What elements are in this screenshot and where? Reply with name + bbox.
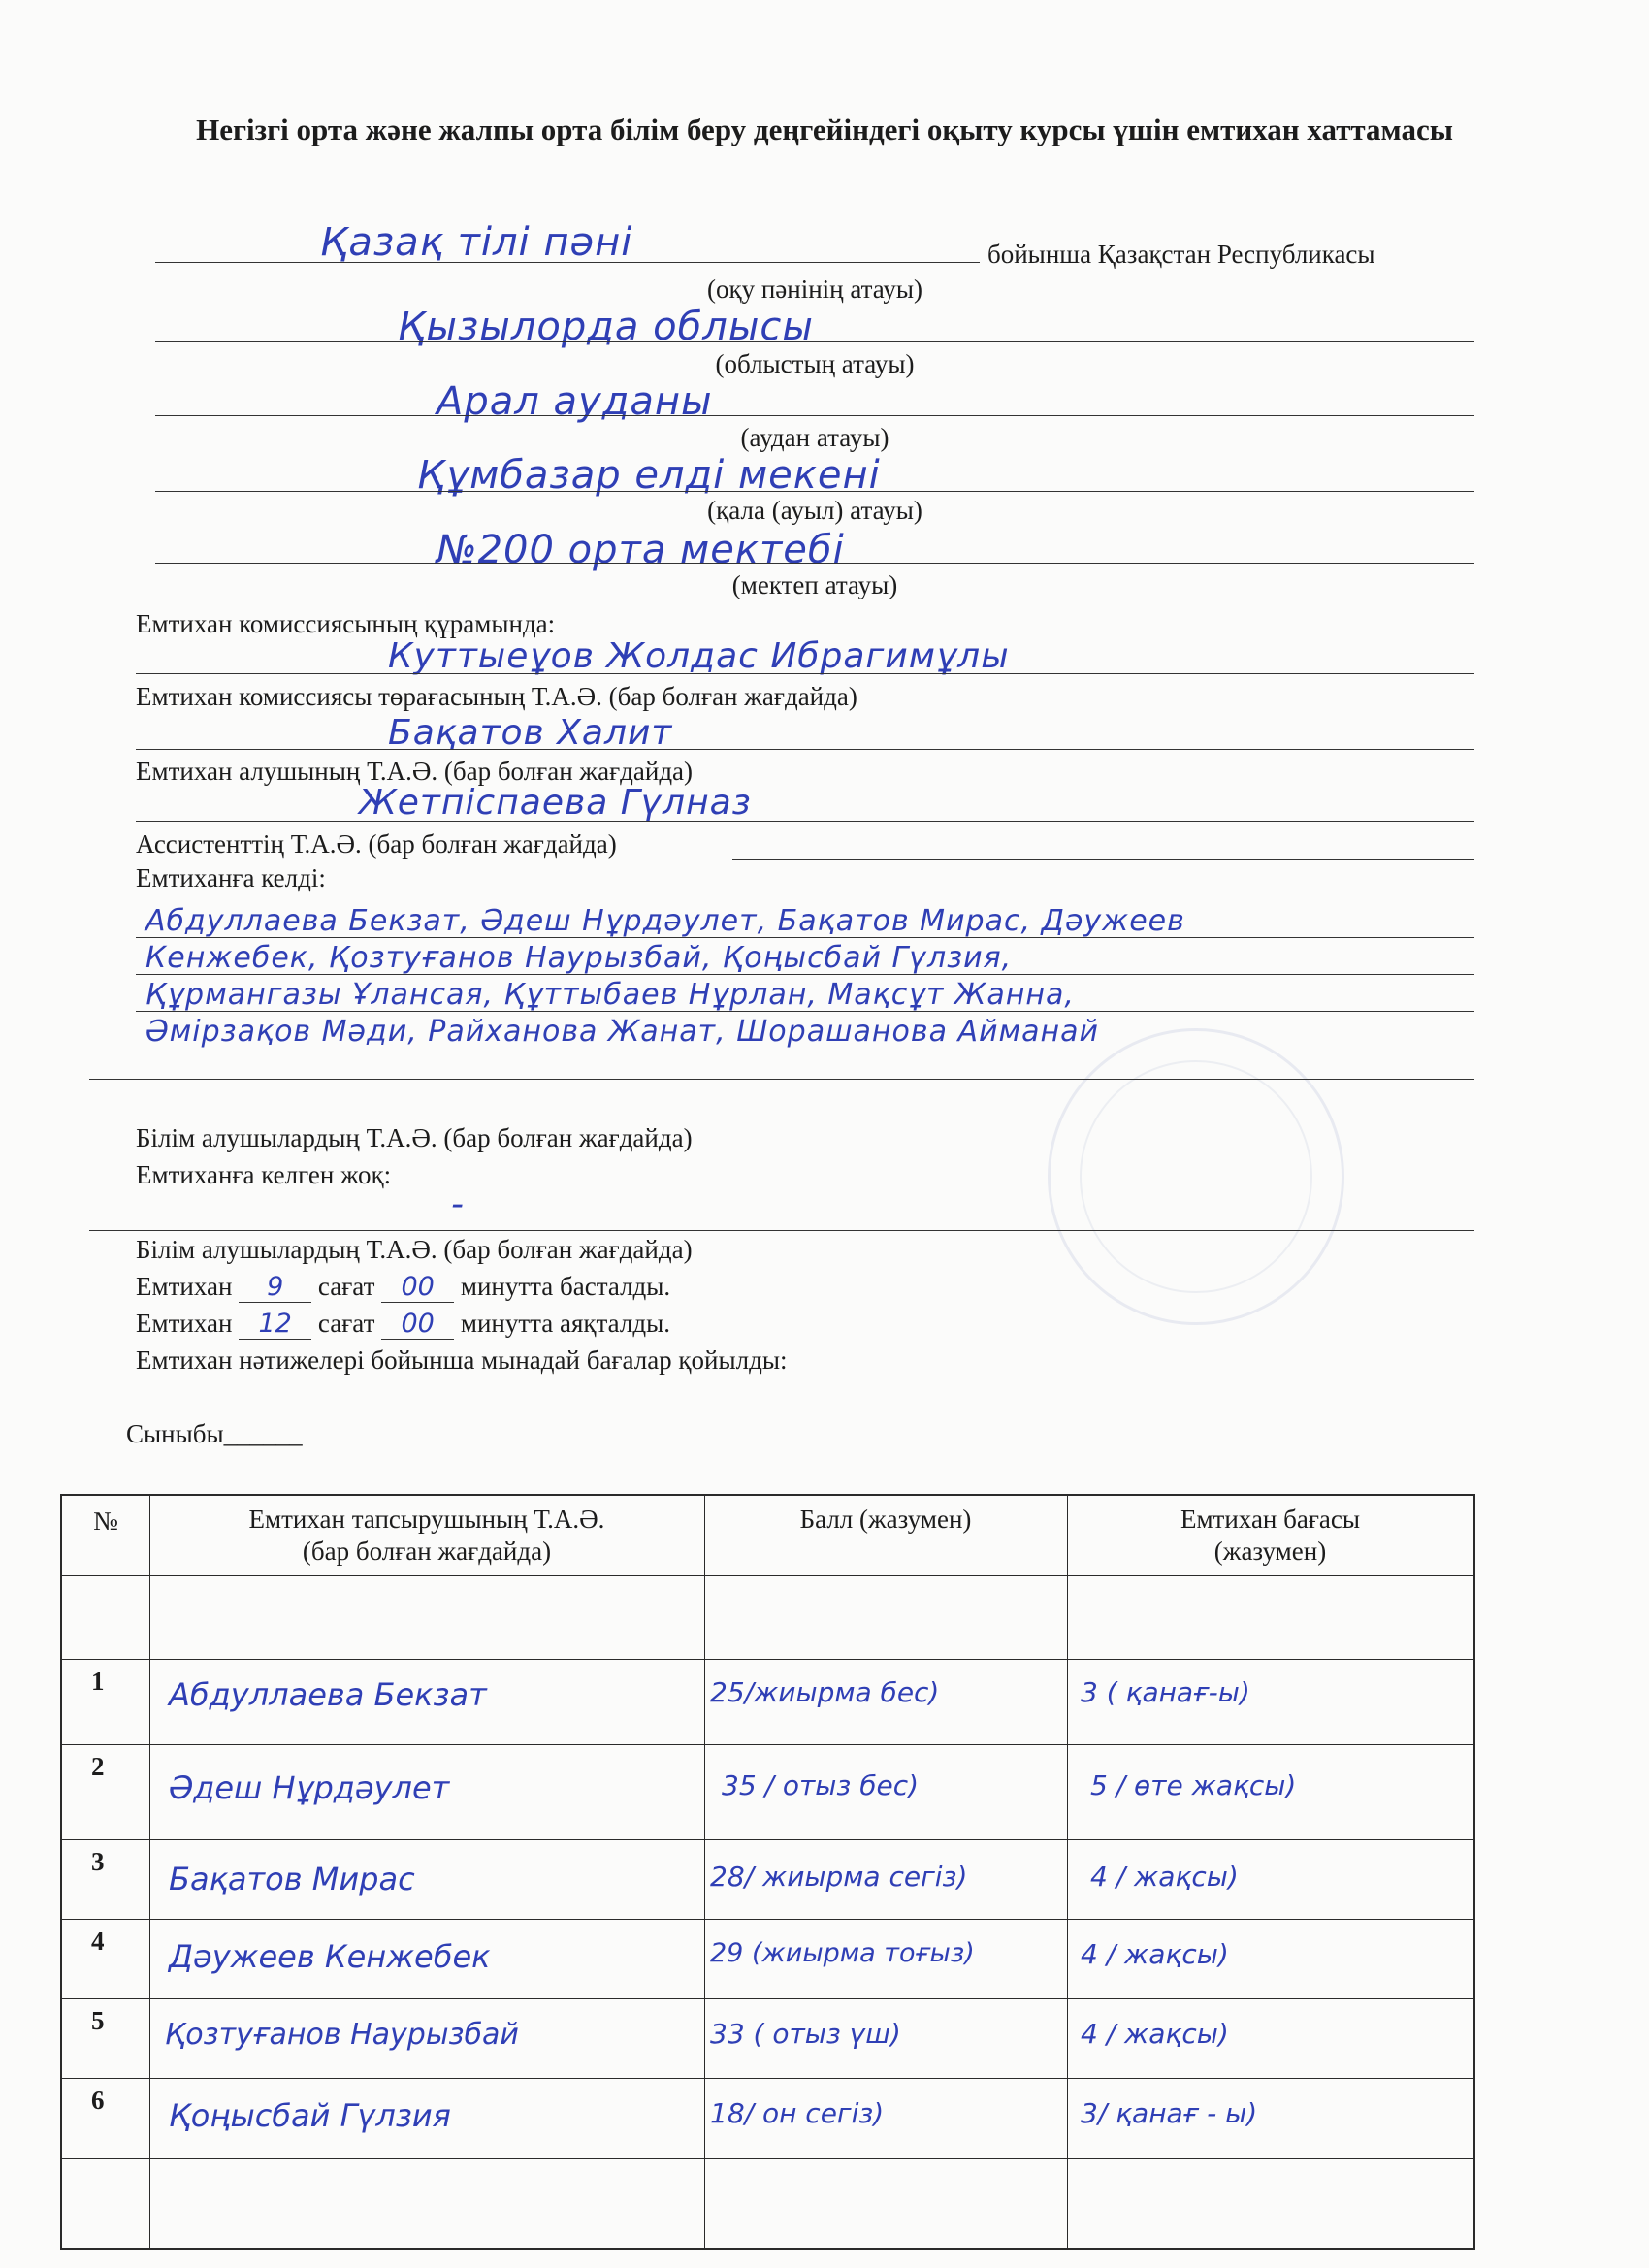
start-suffix: минутта басталды. — [460, 1272, 671, 1301]
chair-handwriting: Бақатов Халит — [388, 713, 673, 753]
header-name-line2: (бар болған жағдайда) — [302, 1537, 552, 1566]
subject-caption: (оқу пәнінің атауы) — [706, 275, 923, 304]
row-num: 5 — [91, 2006, 105, 2035]
row-grade: 4 / жақсы) — [1081, 2018, 1229, 2050]
col-divider — [1067, 1496, 1068, 2248]
col-divider — [149, 1496, 150, 2248]
end-minute: 00 — [381, 1310, 454, 1340]
absent-label: Емтиханға келген жоқ: — [136, 1160, 392, 1189]
commission-label: Емтихан комиссиясының құрамында: — [136, 609, 556, 638]
end-prefix: Емтихан — [136, 1309, 233, 1338]
row-name: Әдеш Нұрдәулет — [169, 1769, 450, 1806]
commission-line — [136, 673, 1474, 674]
examiner-label: Емтихан алушының Т.А.Ә. (бар болған жағдайда) — [136, 757, 694, 786]
school-caption: (мектеп атауы) — [731, 570, 898, 599]
end-suffix: минутта аяқталды. — [460, 1309, 670, 1338]
row-grade: 5 / өте жақсы) — [1090, 1769, 1297, 1801]
row-divider — [62, 1998, 1473, 1999]
attended-line-1: Абдуллаева Бекзат, Әдеш Нұрдәулет, Бақатов Мирас, Дәужеев — [146, 904, 1185, 938]
header-name — [149, 1504, 704, 1568]
district-line — [155, 415, 1474, 416]
start-time-row — [136, 1272, 670, 1303]
region-caption: (облыстың атауы) — [715, 349, 915, 378]
school-line — [155, 563, 1474, 564]
row-grade: 3 ( қанағ-ы) — [1081, 1676, 1250, 1708]
subject-handwriting: Қазақ тілі пәні — [320, 220, 633, 265]
settlement-handwriting: Құмбазар елді мекені — [417, 453, 881, 498]
row-num: 4 — [91, 1927, 105, 1956]
settlement-caption: (қала (ауыл) атауы) — [707, 496, 922, 525]
chair-line — [136, 749, 1474, 750]
district-caption: (аудан атауы) — [740, 423, 889, 452]
row-name: Қозтуғанов Наурызбай — [165, 2018, 519, 2052]
attended-line-3: Құрмангазы Ұлансая, Құттыбаев Нұрлан, Мақсұт Жанна, — [146, 978, 1075, 1012]
row-num: 6 — [91, 2086, 105, 2115]
row-divider — [62, 2078, 1473, 2079]
row-score: 28/ жиырма сегіз) — [710, 1861, 968, 1893]
region-line — [155, 341, 1474, 342]
start-minute: 00 — [381, 1273, 454, 1303]
row-name: Қоңысбай Гүлзия — [169, 2097, 451, 2134]
row-num: 2 — [91, 1752, 105, 1781]
results-table — [60, 1494, 1475, 2250]
row-grade: 4 / жақсы) — [1090, 1861, 1239, 1893]
absent-line — [89, 1230, 1474, 1231]
chair-label: Емтихан комиссиясы төрағасының Т.А.Ә. (бар болған жағдайда) — [136, 682, 857, 711]
subject-suffix: бойынша Қазақстан Республикасы — [987, 240, 1375, 269]
header-score: Балл (жазумен) — [799, 1505, 972, 1534]
row-grade: 3/ қанағ - ы) — [1081, 2097, 1258, 2129]
row-divider — [62, 1575, 1473, 1576]
row-name: Дәужеев Кенжебек — [169, 1938, 491, 1975]
results-label: Емтихан нәтижелері бойынша мынадай бағалар қойылды: — [136, 1345, 788, 1375]
assistant-line — [732, 859, 1474, 860]
examiner-handwriting: Жетпіспаева Гүлназ — [359, 783, 752, 823]
absent-handwriting: - — [451, 1184, 465, 1224]
header-grade-line1: Емтихан бағасы — [1180, 1505, 1361, 1534]
district-handwriting: Арал ауданы — [436, 379, 713, 424]
row-score: 18/ он сегіз) — [710, 2097, 885, 2129]
row-num: 3 — [91, 1847, 105, 1876]
attended-line-2: Кенжебек, Қозтуғанов Наурызбай, Қоңысбай Гүлзия, — [146, 941, 1013, 975]
end-mid: сағат — [317, 1309, 375, 1338]
row-score: 33 ( отыз үш) — [710, 2018, 901, 2050]
examiner-line — [136, 821, 1474, 822]
document-title: Негізгі орта және жалпы орта білім беру деңгейіндегі оқыту курсы үшін емтихан хаттамасы — [196, 113, 1453, 146]
attended-line-4: Әмірзақов Мәди, Райханова Жанат, Шорашанова Айманай — [146, 1015, 1100, 1049]
end-time-row — [136, 1309, 670, 1340]
header-name-line1: Емтихан тапсырушының Т.А.Ә. — [248, 1505, 605, 1534]
header-grade-line2: (жазумен) — [1213, 1537, 1327, 1566]
row-score: 35 / отыз бес) — [722, 1769, 920, 1801]
row-divider — [62, 1919, 1473, 1920]
row-divider — [62, 1744, 1473, 1745]
end-hour: 12 — [239, 1310, 311, 1340]
row-name: Бақатов Мирас — [169, 1861, 415, 1897]
start-hour: 9 — [239, 1273, 311, 1303]
col-divider — [704, 1496, 705, 2248]
row-divider — [62, 2158, 1473, 2159]
assistant-label: Ассистенттің Т.А.Ә. (бар болған жағдайда) — [136, 829, 617, 859]
header-num: № — [93, 1507, 118, 1536]
row-score: 29 (жиырма тоғыз) — [710, 1938, 975, 1968]
attended-label: Емтиханға келді: — [136, 863, 326, 892]
settlement-line — [155, 491, 1474, 492]
row-num: 1 — [91, 1667, 105, 1696]
attended-caption: Білім алушылардың Т.А.Ә. (бар болған жағдайда) — [136, 1123, 693, 1152]
row-name: Абдуллаева Бекзат — [169, 1676, 487, 1713]
commission-handwriting: Куттыеұов Жолдас Ибрагимұлы — [388, 636, 1010, 676]
subject-line — [155, 262, 980, 263]
region-handwriting: Қызылорда облысы — [398, 305, 815, 349]
absent-caption: Білім алушылардың Т.А.Ә. (бар болған жағдайда) — [136, 1235, 693, 1264]
class-label: Сыныбы______ — [126, 1419, 303, 1448]
header-grade — [1067, 1504, 1473, 1568]
row-divider — [62, 1839, 1473, 1840]
stamp-seal — [1048, 1028, 1344, 1325]
row-divider — [62, 1659, 1473, 1660]
school-handwriting: №200 орта мектебі — [436, 528, 845, 572]
row-grade: 4 / жақсы) — [1081, 1938, 1229, 1970]
start-mid: сағат — [317, 1272, 375, 1301]
attended-rule-4 — [89, 1079, 1474, 1080]
row-score: 25/жиырма бес) — [710, 1676, 940, 1708]
start-prefix: Емтихан — [136, 1272, 233, 1301]
